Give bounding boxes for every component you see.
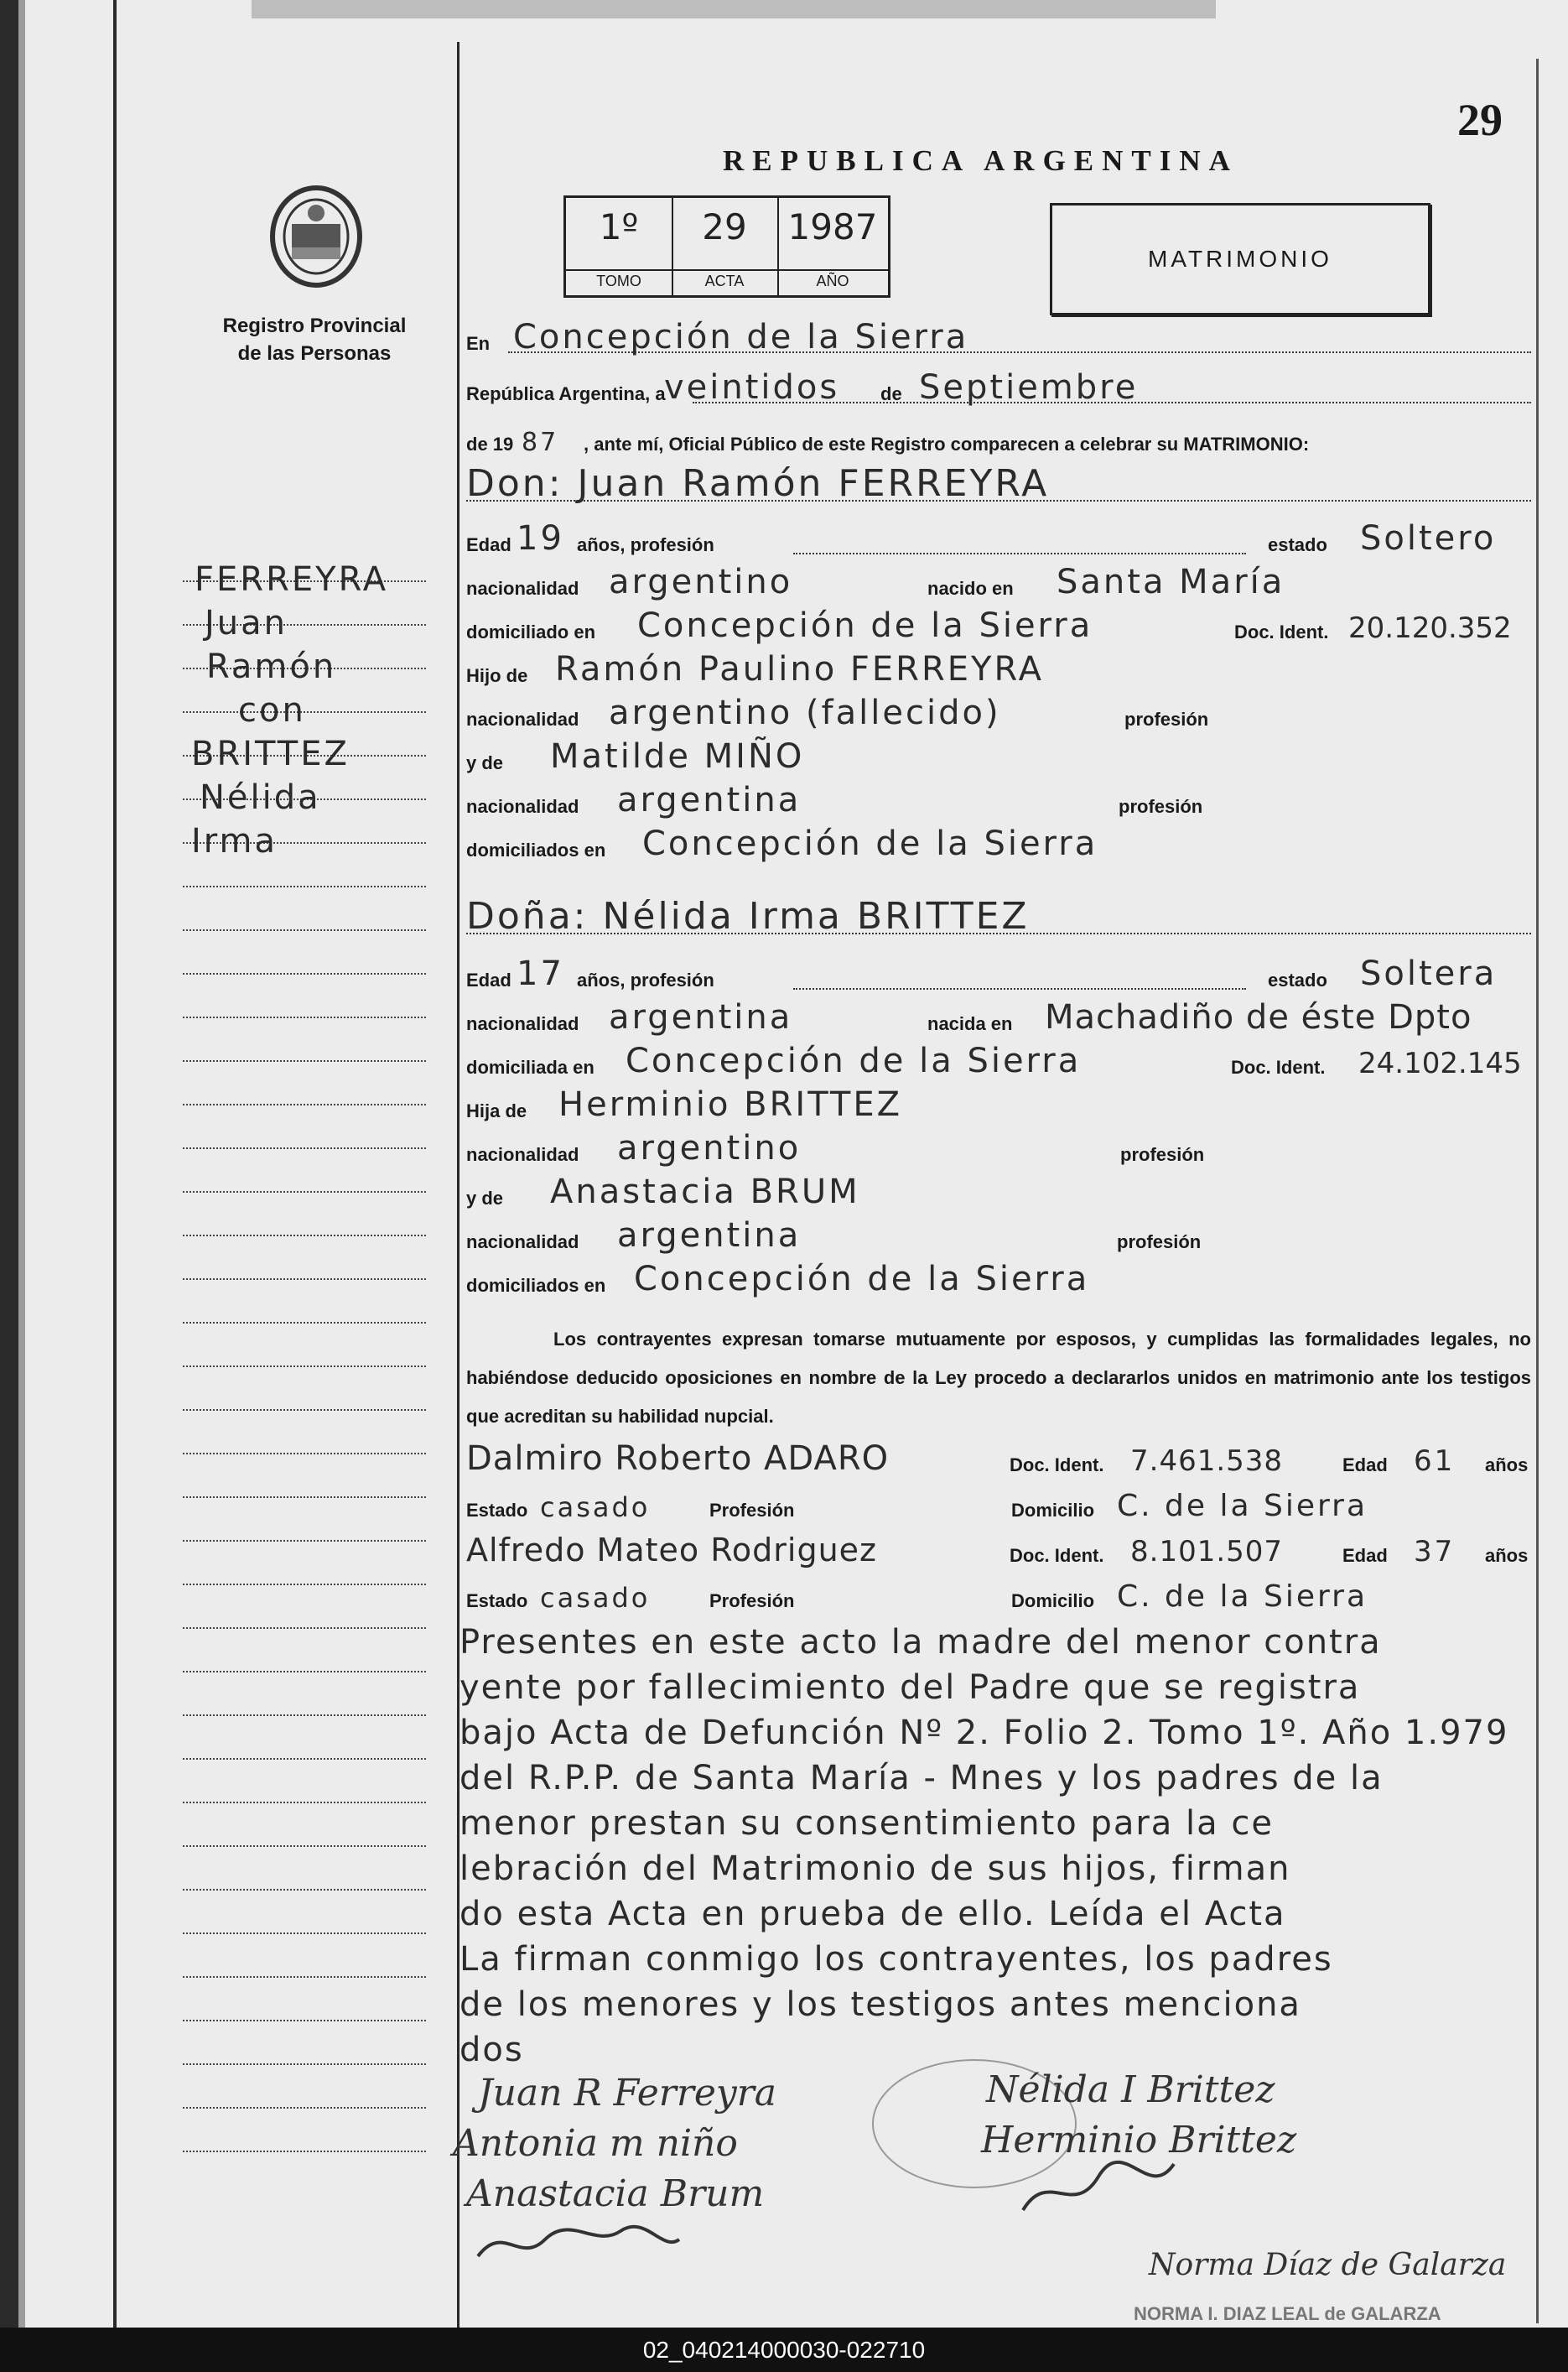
provincial-seal-icon <box>267 178 366 289</box>
row-bride-name <box>466 894 1531 943</box>
margin-dotted-line <box>183 1147 426 1149</box>
margin-dotted-line <box>183 2107 426 2109</box>
row-bride-dom: domiciliada en Concepción de la Sierra Doc. Ident. 24.102.145 <box>466 1042 1522 1080</box>
margin-dotted-line <box>183 1802 426 1803</box>
margin-name-part: BRITTEZ <box>191 735 350 773</box>
margin-name-part: FERREYRA <box>195 560 389 599</box>
margin-name-part: Juan <box>205 604 288 642</box>
observation-line: lebración del Matrimonio de sus hijos, firman <box>459 1849 1291 1888</box>
row-groom-parents-dom: domiciliados en Concepción de la Sierra <box>466 824 1098 863</box>
right-rule <box>1536 59 1539 2323</box>
image-id-footer: 02_040214000030-022710 <box>0 2328 1568 2372</box>
row-bride-edad: Edad 17 años, profesión estado Soltera <box>466 955 1498 993</box>
row-witness-1: Dalmiro Roberto ADARO Doc. Ident. 7.461.538 Edad 61 años <box>466 1439 1529 1478</box>
signature-father-bride: Herminio Brittez <box>981 2119 1297 2161</box>
margin-name-part: Nélida <box>200 778 321 817</box>
margin-dotted-line <box>183 1060 426 1062</box>
margin-dotted-line <box>183 1017 426 1018</box>
witness-signature-scribble-2-icon <box>1015 2151 1182 2227</box>
binding-edge <box>18 0 25 2328</box>
registry-name: Registro Provincial de las Personas <box>222 315 407 365</box>
margin-name-part: Irma <box>191 822 278 861</box>
tomo-acta-box <box>563 195 890 298</box>
row-groom-mother: y de Matilde MIÑO <box>466 737 805 776</box>
row-witness-2: Alfredo Mateo Rodriguez Doc. Ident. 8.101.507 Edad 37 años <box>466 1532 1529 1568</box>
margin-dotted-line <box>183 2151 426 2152</box>
groom-name: Don: Juan Ramón FERREYRA <box>466 462 1050 505</box>
row-bride-parents-dom: domiciliados en Concepción de la Sierra <box>466 1260 1090 1298</box>
margin-dotted-line <box>183 1540 426 1542</box>
row-bride-nac: nacionalidad argentina nacida en Machadiño de éste Dpto <box>466 998 1472 1037</box>
margin-dotted-line <box>183 1191 426 1193</box>
margin-dotted-line <box>183 973 426 975</box>
observation-line: menor prestan su consentimiento para la ce <box>459 1804 1274 1843</box>
margin-dotted-line <box>183 1758 426 1760</box>
margin-dotted-line <box>183 1409 426 1411</box>
year-value: 87 <box>522 428 559 457</box>
margin-dotted-line <box>183 1322 426 1324</box>
margin-dotted-line <box>183 2063 426 2065</box>
row-groom-nac: nacionalidad argentino nacido en Santa María <box>466 563 1285 601</box>
signature-mother-bride: Anastacia Brum <box>466 2172 765 2215</box>
row-groom-edad: Edad 19 años, profesión estado Soltero <box>466 519 1497 558</box>
margin-dotted-line <box>183 2020 426 2021</box>
row-witness-1-detail: Estado casado Profesión Domicilio C. de la Sierra <box>466 1489 1368 1523</box>
binding-spine <box>0 0 20 2328</box>
row-groom-name <box>466 461 1531 510</box>
place-value: Concepción de la Sierra <box>513 318 969 356</box>
bride-name: Doña: Nélida Irma BRITTEZ <box>466 895 1030 938</box>
observation-line: yente por fallecimiento del Padre que se registra <box>459 1668 1361 1707</box>
margin-dotted-line <box>183 886 426 887</box>
observation-line: La firman conmigo los contrayentes, los padres <box>459 1940 1333 1979</box>
acta-value: 29 <box>702 206 747 247</box>
margin-dotted-line <box>183 1104 426 1105</box>
margin-dotted-line <box>183 1627 426 1629</box>
signature-official: Norma Díaz de Galarza <box>1149 2248 1507 2282</box>
margin-dotted-line <box>183 1496 426 1498</box>
observation-line: del R.P.P. de Santa María - Mnes y los padres de la <box>459 1759 1384 1797</box>
margin-rule-outer <box>113 0 117 2328</box>
margin-dotted-line <box>183 1845 426 1847</box>
top-edge <box>252 0 1216 18</box>
observation-line: bajo Acta de Defunción Nº 2. Folio 2. Tomo 1º. Año 1.979 <box>459 1714 1509 1752</box>
row-witness-2-detail: Estado casado Profesión Domicilio C. de la Sierra <box>466 1579 1368 1614</box>
margin-dotted-line <box>183 1932 426 1934</box>
observation-line: do esta Acta en prueba de ello. Leída el Acta <box>459 1895 1286 1933</box>
row-year: de 19 87 , ante mí, Oficial Público de este Registro comparecen a celebrar su MATRIMONIO: <box>466 428 1310 457</box>
margin-dotted-line <box>183 1365 426 1367</box>
row-date: República Argentina, a veintidos de Septiembre <box>466 373 1531 412</box>
witness-signature-scribble-icon <box>470 2214 688 2273</box>
row-groom-father: Hijo de Ramón Paulino FERREYRA <box>466 650 1044 689</box>
row-bride-mother: y de Anastacia BRUM <box>466 1173 860 1211</box>
observation-line: dos <box>459 2031 524 2069</box>
margin-name-part: con <box>238 691 306 730</box>
page-number: 29 <box>1457 95 1503 145</box>
country-header: REPUBLICA ARGENTINA <box>723 144 1238 177</box>
row-groom-dom: domiciliado en Concepción de la Sierra Doc. Ident. 20.120.352 <box>466 606 1512 645</box>
ano-value: 1987 <box>787 206 878 247</box>
row-bride-father-nac: nacionalidad argentino profesión <box>466 1129 1205 1168</box>
margin-dotted-line <box>183 1584 426 1585</box>
row-place: En Concepción de la Sierra <box>466 323 1531 362</box>
day-value: veintidos <box>664 368 840 407</box>
signature-groom: Juan R Ferreyra <box>478 2072 777 2115</box>
margin-dotted-line <box>183 1714 426 1716</box>
month-value: Septiembre <box>919 368 1139 407</box>
acta-label: ACTA <box>672 269 777 290</box>
tomo-label: TOMO <box>566 269 672 290</box>
margin-dotted-line <box>183 1671 426 1672</box>
signature-mother-groom: Antonia m niño <box>453 2122 738 2165</box>
tomo-value: 1º <box>599 206 639 247</box>
margin-dotted-line <box>183 1976 426 1978</box>
margin-dotted-line <box>183 1889 426 1891</box>
row-groom-father-nac: nacionalidad argentino (fallecido) profesión <box>466 694 1209 732</box>
row-bride-mother-nac: nacionalidad argentina profesión <box>466 1216 1202 1255</box>
ano-label: AÑO <box>777 269 888 290</box>
declaration-text: Los contrayentes expresan tomarse mutuamente por esposos, y cumplidas las formalidades legales, no habiéndose deducido oposiciones en nombre de la Ley procedo a declararlos unidos en matrimonio ante los testigos que acreditan su habilidad nupcial. <box>466 1329 1531 1427</box>
margin-dotted-line <box>183 1453 426 1454</box>
row-groom-mother-nac: nacionalidad argentina profesión <box>466 781 1203 819</box>
official-name-stamp: NORMA I. DIAZ LEAL de GALARZA <box>1134 2303 1441 2324</box>
margin-dotted-line <box>183 1235 426 1236</box>
observation-line: de los menores y los testigos antes menciona <box>459 1985 1301 2024</box>
margin-dotted-line <box>183 929 426 931</box>
record-type-box: MATRIMONIO <box>1050 203 1430 315</box>
margin-dotted-line <box>183 1278 426 1280</box>
observation-line: Presentes en este acto la madre del menor contra <box>459 1623 1382 1662</box>
row-bride-father: Hija de Herminio BRITTEZ <box>466 1085 903 1124</box>
signature-bride: Nélida I Brittez <box>986 2068 1275 2111</box>
margin-name-part: Ramón <box>206 648 337 686</box>
